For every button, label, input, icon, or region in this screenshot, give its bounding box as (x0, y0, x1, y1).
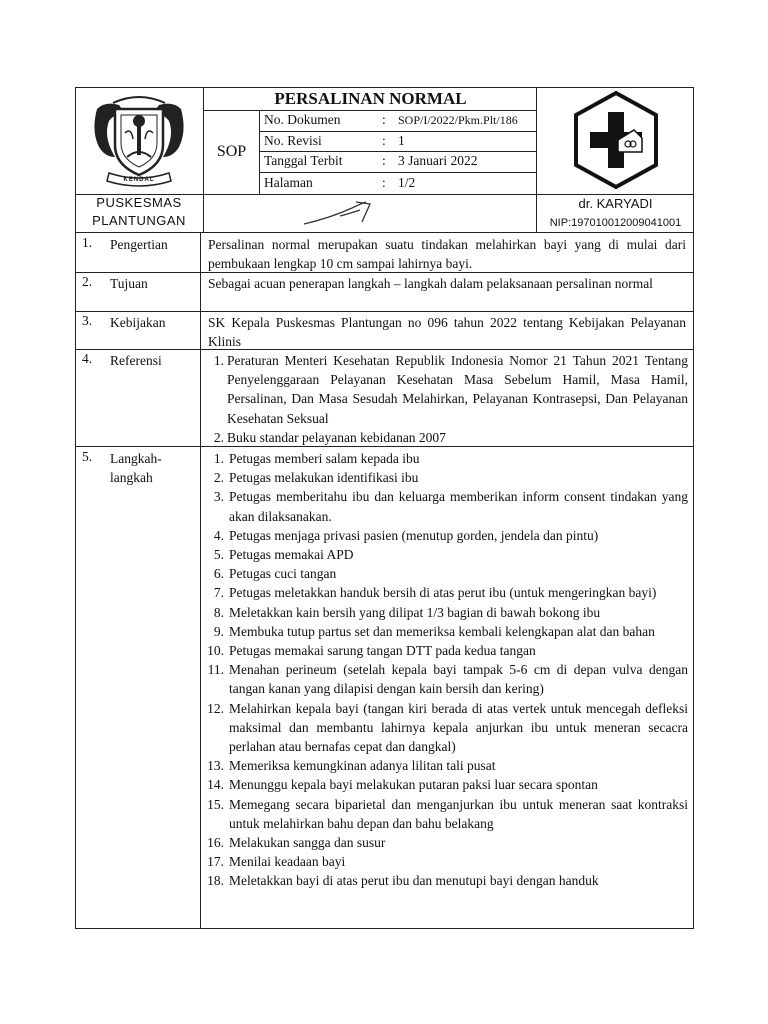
list-item (200, 641, 688, 660)
list-item (200, 852, 688, 871)
langkah-list (200, 449, 688, 927)
list-item (200, 351, 688, 428)
meta-key: Tanggal Terbit (264, 153, 343, 168)
document-title: PERSALINAN NORMAL (274, 89, 467, 108)
puskesmas-line-1: PUSKESMAS (96, 195, 182, 210)
list-item-text: Menilai keadaan bayi (229, 854, 346, 870)
meta-key: Halaman (264, 175, 313, 190)
list-item (200, 833, 688, 852)
kebijakan-text: SK Kepala Puskesmas Plantungan no 096 tahun 2022 tentang Kebijakan Pelayanan Klinis (208, 315, 686, 350)
meta-key: No. Revisi (264, 133, 322, 148)
list-item-number: 7. (213, 585, 224, 601)
row-label-referensi: Referensi (110, 353, 162, 368)
list-item (200, 795, 688, 833)
meta-key: No. Dokumen (264, 112, 341, 127)
list-item-number: 6. (213, 566, 224, 582)
meta-colon: : (382, 133, 386, 148)
list-item-number: 15. (207, 796, 224, 812)
list-item-text: Meletakkan bayi di atas perut ibu dan menutupi bayi dengan handuk (229, 873, 599, 889)
list-item (200, 526, 688, 545)
list-item (200, 468, 688, 487)
list-item-number: 2. (213, 429, 224, 445)
list-item (200, 622, 688, 641)
signature-scribble (300, 198, 390, 230)
list-item-number: 8. (213, 604, 224, 620)
list-item-text: Melakukan sangga dan susur (229, 835, 386, 851)
list-item (200, 660, 688, 698)
list-item (200, 775, 688, 794)
list-item-text: Petugas cuci tangan (229, 566, 337, 582)
row-label-line: langkah (110, 470, 153, 486)
row-label-line: Langkah- (110, 451, 162, 466)
list-item-text: Membuka tutup partus set dan memeriksa kembali kelengkapan alat dan bahan (229, 623, 655, 639)
list-item-number: 1. (213, 353, 224, 368)
list-item-text: Peraturan Menteri Kesehatan Republik Indonesia Nomor 21 Tahun 2021 Tentang Penyelenggaraan Pelayanan Kesehatan Masa Sebelum Hamil, Masa Hamil, Persalinan, Dan Masa Sesudah Melahirkan, Pelayanan Kontrasepsi, Dan Pelayanan Kesehatan Seksual (227, 353, 688, 426)
list-item-number: 17. (207, 854, 224, 870)
meta-row-tanggal-terbit (260, 151, 536, 172)
list-item-text: Petugas menjaga privasi pasien (menutup gorden, jendela dan pintu) (229, 527, 599, 543)
list-item-number: 2. (213, 470, 224, 486)
list-item-number: 11. (207, 662, 224, 678)
list-item (200, 428, 688, 447)
kendal-logo (75, 87, 203, 193)
list-item (200, 545, 688, 564)
list-item-text: Menunggu kepala bayi melakukan putaran paksi luar secara spontan (229, 777, 598, 793)
meta-colon: : (382, 153, 386, 168)
list-item-text: Petugas meletakkan handuk bersih di atas perut ibu (untuk mengeringkan bayi) (229, 585, 657, 601)
list-item (200, 699, 688, 757)
list-item (200, 603, 688, 622)
list-item-number: 12. (207, 700, 224, 716)
list-item (200, 487, 688, 525)
tujuan-text: Sebagai acuan penerapan langkah – langkah dalam pelaksanaan persalinan normal (208, 276, 653, 291)
list-item-number: 4. (213, 527, 224, 543)
list-item-number: 5. (213, 547, 224, 563)
meta-row-no-dokumen (260, 110, 536, 131)
meta-colon: : (382, 112, 386, 127)
list-item-text: Petugas memberi salam kepada ibu (229, 451, 420, 466)
meta-row-halaman (260, 173, 536, 194)
row-divider-2 (75, 311, 694, 312)
list-item-number: 13. (207, 758, 224, 774)
meta-value: SOP/I/2022/Pkm.Plt/186 (398, 113, 518, 127)
list-item-text: Petugas memakai APD (229, 547, 354, 563)
list-item (200, 449, 688, 468)
row-label-kebijakan: Kebijakan (110, 315, 166, 330)
row-number: 2. (82, 274, 93, 289)
row-label-pengertian: Pengertian (110, 237, 168, 252)
list-item-text: Menahan perineum (setelah kepala bayi tampak 5-6 cm di depan vulva dengan tangan kanan yang dilapisi dengan kain bersih dan kering) (229, 662, 688, 697)
meta-value: 1/2 (398, 175, 416, 190)
meta-colon: : (382, 175, 386, 190)
list-item-text: Memegang secara biparietal dan menganjurkan ibu untuk meneran saat kontraksi untuk melahirkan bahu depan dan bahu belakang (229, 796, 688, 831)
signer-name: dr. KARYADI (578, 196, 653, 211)
list-item-number: 14. (207, 777, 224, 793)
list-item-text: Meletakkan kain bersih yang dilipat 1/3 bagian di bawah bokong ibu (229, 604, 601, 620)
table-border-right (693, 87, 694, 929)
row-number: 3. (82, 313, 93, 328)
row-label-langkah (110, 449, 200, 487)
logo-ribbon-text: KENDAL (123, 177, 155, 183)
list-item (200, 756, 688, 775)
row-label-tujuan: Tujuan (110, 276, 148, 291)
list-item-text: Buku standar pelayanan kebidanan 2007 (227, 429, 446, 445)
list-item-number: 3. (213, 489, 224, 505)
row-number: 4. (82, 351, 93, 366)
pengertian-text: Persalinan normal merupakan suatu tindakan melahirkan bayi yang di mulai dari pembukaan lengkap 10 cm sampai lahirnya bayi. (208, 237, 686, 272)
list-item (200, 871, 688, 890)
list-item-number: 1. (213, 451, 224, 466)
signer-nip: NIP:197010012009041001 (549, 217, 682, 229)
puskesmas-name (75, 194, 203, 230)
list-item-text: Melahirkan kepala bayi (tangan kiri berada di atas vertek untuk mencegah defleksi maksimal dan membantu lahirnya kepala anjurkan ibu untuk meneran secacra perlahan atau bernafas cepat dan dangkal) (229, 700, 688, 755)
list-item-number: 10. (207, 643, 224, 659)
list-item-text: Memeriksa kemungkinan adanya lilitan tali pusat (229, 758, 496, 774)
list-item-number: 16. (207, 835, 224, 851)
list-item-text: Petugas memberitahu ibu dan keluarga memberikan inform consent tindakan yang akan dilaksanakan. (229, 489, 688, 524)
puskesmas-logo (570, 90, 662, 190)
table-border-bottom (75, 928, 694, 929)
header-end-line (75, 232, 694, 233)
list-item-number: 18. (207, 873, 224, 889)
list-item (200, 583, 688, 602)
meta-value: 1 (398, 133, 405, 148)
list-item (200, 564, 688, 583)
meta-row-no-revisi (260, 131, 536, 152)
row-number: 1. (82, 235, 93, 250)
puskesmas-line-2: PLANTUNGAN (92, 213, 186, 228)
list-item-text: Petugas melakukan identifikasi ibu (229, 470, 419, 486)
row-number: 5. (82, 449, 93, 464)
list-item-number: 9. (213, 623, 224, 639)
sop-label: SOP (216, 143, 247, 160)
list-item-text: Petugas memakai sarung tangan DTT pada kedua tangan (229, 643, 536, 659)
meta-value: 3 Januari 2022 (398, 153, 478, 168)
referensi-list (200, 351, 688, 447)
